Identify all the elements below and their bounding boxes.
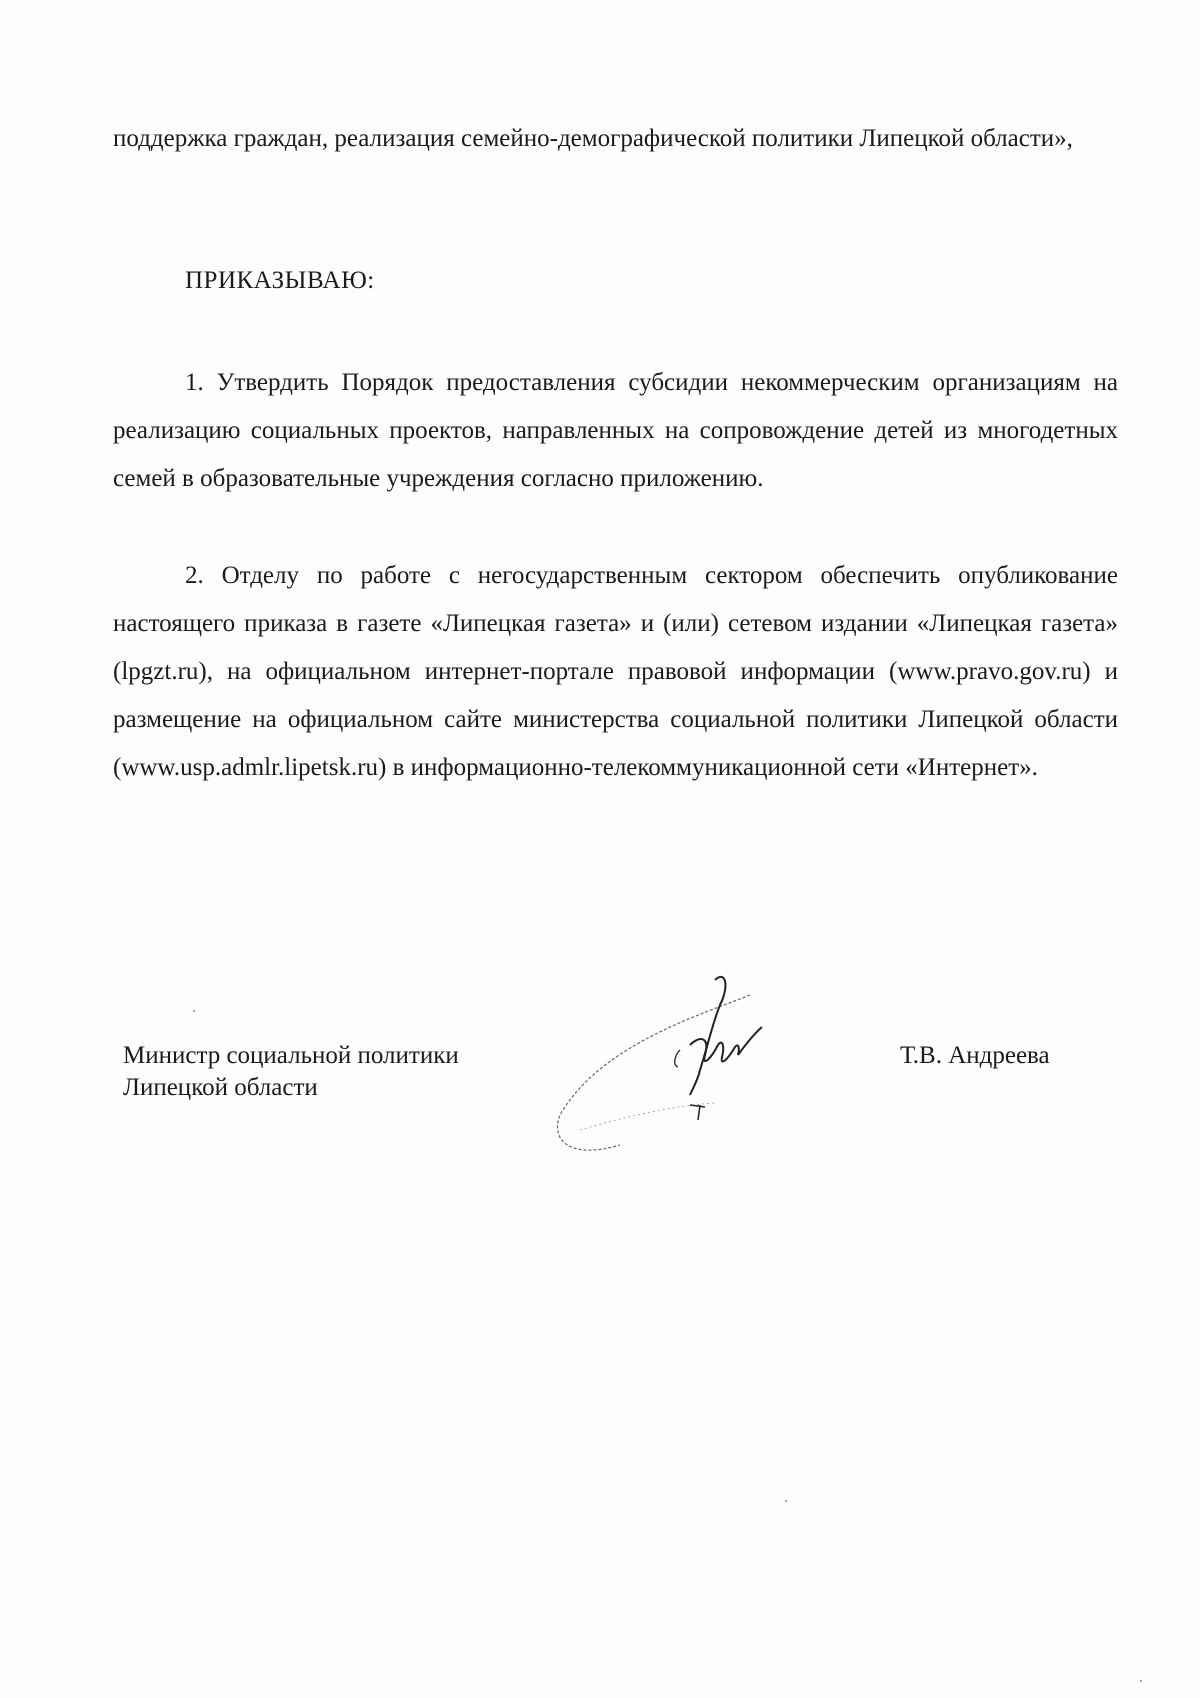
handwritten-signature-icon bbox=[540, 975, 840, 1175]
signer-name: Т.В. Андреева bbox=[900, 1042, 1050, 1069]
order-item-2: 2. Отделу по работе с негосударственным сектором обеспечить опубликование настоящего приказа в газете «Липецкая газета» и (или) сетевом издании «Липецкая газета» (lpgzt.ru), на официальном интернет-портале правовой информации (www.pravo.gov.ru) и размещение на официальном сайте министерства социальной политики Липецкой области (www.usp.admlr.lipetsk.ru) в информационно-телекоммуникационной сети «Интернет». bbox=[113, 562, 1118, 781]
signer-position-line-1: Министр социальной политики bbox=[123, 1042, 459, 1069]
scan-speck bbox=[193, 1010, 195, 1012]
intro-paragraph: поддержка граждан, реализация семейно-демографической политики Липецкой области», bbox=[113, 125, 1073, 152]
order-item-1: 1. Утвердить Порядок предоставления субсидии некоммерческим организациям на реализацию социальных проектов, направленных на сопровождение детей из многодетных семей в образовательные учреждения согласно приложению. bbox=[113, 369, 1118, 492]
signer-position-line-2: Липецкой области bbox=[123, 1074, 318, 1101]
scan-speck bbox=[785, 1500, 787, 1502]
order-heading: ПРИКАЗЫВАЮ: bbox=[185, 267, 375, 294]
scan-speck bbox=[1140, 1680, 1142, 1682]
signer-position bbox=[123, 1040, 459, 1104]
